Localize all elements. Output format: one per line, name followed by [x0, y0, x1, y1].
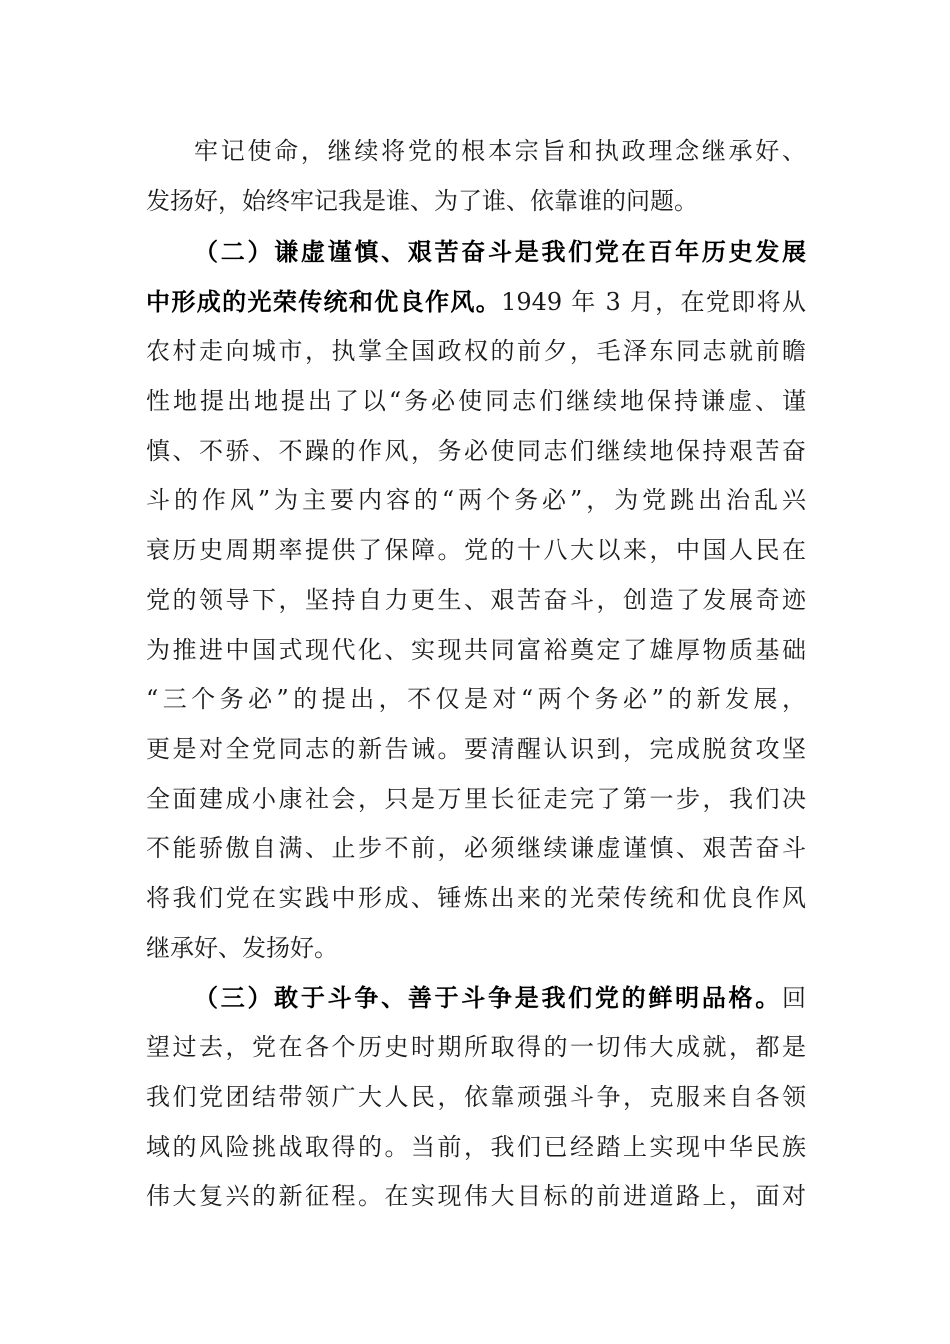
paragraph-line: [146, 480, 806, 520]
line-text: “三个务必”的提出，不仅是对“两个务必”的新发展，: [146, 685, 806, 713]
paragraph-line: [146, 381, 806, 421]
section-heading-text: （二）谦虚谨慎、艰苦奋斗是我们党在百年历史发展: [194, 237, 806, 266]
line-text: 衰历史周期率提供了保障。党的十八大以来，中国人民在: [146, 536, 806, 564]
section-heading-text: 中形成的光荣传统和优良作风。: [146, 287, 502, 316]
paragraph-line: [146, 580, 806, 620]
line-text: 望过去，党在各个历史时期所取得的一切伟大成就，都是: [146, 1033, 806, 1061]
paragraph-line: [146, 630, 806, 670]
section-heading-line: [194, 232, 806, 272]
line-text: 更是对全党同志的新告诫。要清醒认识到，完成脱贫攻坚: [146, 735, 806, 763]
line-text: 斗的作风”为主要内容的“两个务必”，为党跳出治乱兴: [146, 486, 806, 514]
line-text: 全面建成小康社会，只是万里长征走完了第一步，我们决: [146, 785, 806, 813]
line-text: 我们党团结带领广大人民，依靠顽强斗争，克服来自各领: [146, 1083, 806, 1111]
line-text: 牢记使命，继续将党的根本宗旨和执政理念继承好、: [194, 137, 806, 165]
section-heading-text: （三）敢于斗争、善于斗争是我们党的鲜明品格。: [194, 983, 782, 1012]
line-text: 性地提出地提出了以“务必使同志们继续地保持谦虚、谨: [146, 387, 806, 415]
paragraph-line: [146, 1127, 806, 1167]
line-text: 不能骄傲自满、止步不前，必须继续谦虚谨慎、艰苦奋斗: [146, 834, 806, 862]
line-text: 回: [782, 984, 806, 1012]
line-text: 党的领导下，坚持自力更生、艰苦奋斗，创造了发展奇迹: [146, 586, 806, 614]
line-text: 域的风险挑战取得的。当前，我们已经踏上实现中华民族: [146, 1133, 806, 1161]
line-text: 为推进中国式现代化、实现共同富裕奠定了雄厚物质基础: [146, 636, 806, 664]
paragraph-line: [146, 1077, 806, 1117]
paragraph-line: [146, 729, 806, 769]
line-text: 1949 年 3 月，在党即将从: [501, 288, 807, 316]
line-text: 发扬好，始终牢记我是谁、为了谁、依靠谁的问题。: [146, 187, 698, 215]
paragraph-line: [146, 1027, 806, 1067]
line-text: 继承好、发扬好。: [146, 934, 338, 962]
paragraph-line: [146, 878, 806, 918]
paragraph-line: [146, 828, 806, 868]
paragraph-line: [146, 928, 806, 968]
line-text: 将我们党在实践中形成、锤炼出来的光荣传统和优良作风: [146, 884, 806, 912]
paragraph-line: [146, 679, 806, 719]
line-text: 慎、不骄、不躁的作风，务必使同志们继续地保持艰苦奋: [146, 437, 806, 465]
line-text: 伟大复兴的新征程。在实现伟大目标的前进道路上，面对: [146, 1182, 806, 1210]
paragraph-line: [194, 131, 806, 171]
paragraph-line: [146, 779, 806, 819]
paragraph-line: [146, 331, 806, 371]
paragraph-line: [146, 181, 806, 221]
section-heading-line: [194, 978, 806, 1018]
paragraph-line: [146, 431, 806, 471]
paragraph-line: [146, 530, 806, 570]
paragraph-line: [146, 282, 806, 322]
line-text: 农村走向城市，执掌全国政权的前夕，毛泽东同志就前瞻: [146, 337, 806, 365]
paragraph-line: [146, 1176, 806, 1216]
